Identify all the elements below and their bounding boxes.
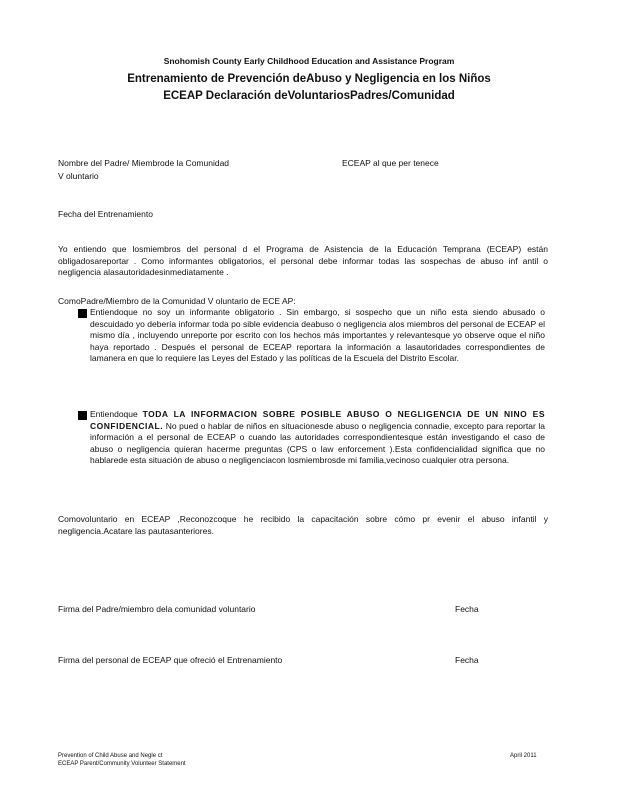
closing-statement: Comovoluntario en ECEAP ,Reconozcoque he recibido la capacitación sobre cómo pr evenir el abuso infantil y negligencia.Acatare las pautasanteriores. <box>58 514 548 536</box>
name-field-label: Nombre del Padre/ Miembrode la Comunidad <box>58 158 230 168</box>
bullet-confidentiality <box>90 409 545 467</box>
bullet-square-icon <box>78 411 87 420</box>
footer-line-2: ECEAP Parent/Community Volunteer Statement <box>58 761 186 767</box>
document-subtitle: ECEAP Declaración deVoluntariosPadres/Comunidad <box>163 90 455 102</box>
staff-signature-date-label: Fecha <box>455 655 479 665</box>
document-title: Entrenamiento de Prevención deAbuso y Negligencia en los Niños <box>127 73 491 85</box>
footer-line-1: Prevention of Child Abuse and Negle ct <box>58 753 163 759</box>
organization-name: Snohomish County Early Childhood Education and Assistance Program <box>163 56 455 66</box>
bullet-square-icon <box>78 309 87 318</box>
volunteer-signature-label: Firma del Padre/miembro dela comunidad voluntario <box>58 604 256 614</box>
confidentiality-heading: TODA LA INFORMACION SOBRE POSIBLE ABUSO O NEGLIGENCIA DE UN NINO ES CONFIDENCIAL. <box>90 409 545 431</box>
training-date-label: Fecha del Entrenamiento <box>58 209 153 219</box>
bullet-confidentiality-lead: Entiendoque <box>90 409 138 419</box>
volunteer-lead-in: ComoPadre/Miembro de la Comunidad V oluntario de ECE AP: <box>58 296 296 306</box>
volunteer-label: V oluntario <box>58 171 99 181</box>
footer-date: April 2011 <box>510 753 537 759</box>
eceap-field-label: ECEAP al que per tenece <box>342 158 439 168</box>
bullet-obligation: Entiendoque no soy un informante obligatorio . Sin embargo, si sospecho que un niño esta siendo abusado o descuidado yo debería informar toda po sible evidencia deabuso o negligencia alos miembros del personal de ECEAP el mismo día , incluyendo unreporte por escrito con los hechos más importantes y relevantesque yo observe oque el niño haya reportado . Después el personal de ECEAP reportara la información a lasautoridades correspondientes de lamanera en que lo requiere las Leyes del Estado y las políticas de la Escuela del Distrito Escolar. <box>90 307 545 363</box>
volunteer-signature-date-label: Fecha <box>455 604 479 614</box>
intro-paragraph: Yo entiendo que losmiembros del personal d el Programa de Asistencia de la Educación Temprana (ECEAP) están obligadosareportar . Como informantes obligatorios, el personal debe informar todas las sospechas de abuso inf antil o negligencia alasautoridadesinmediatamente . <box>58 244 548 277</box>
staff-signature-label: Firma del personal de ECEAP que ofreció el Entrenamiento <box>58 655 283 665</box>
bullet-confidentiality-text: No pued o hablar de niños en situacionesde abuso o negligencia connadie, excepto para reportar la información a el personal de ECEAP o cuando las autoridades correspondientesque están investigando el caso de abuso o negligencia quieran hacerme preguntas (CPS o law enforcement ).Esta confidencialidad significa que no hablarede esta situación de abuso o negligenciacon losmiembrosde mi familia,vecinoso cualquier otra persona. <box>90 420 545 465</box>
